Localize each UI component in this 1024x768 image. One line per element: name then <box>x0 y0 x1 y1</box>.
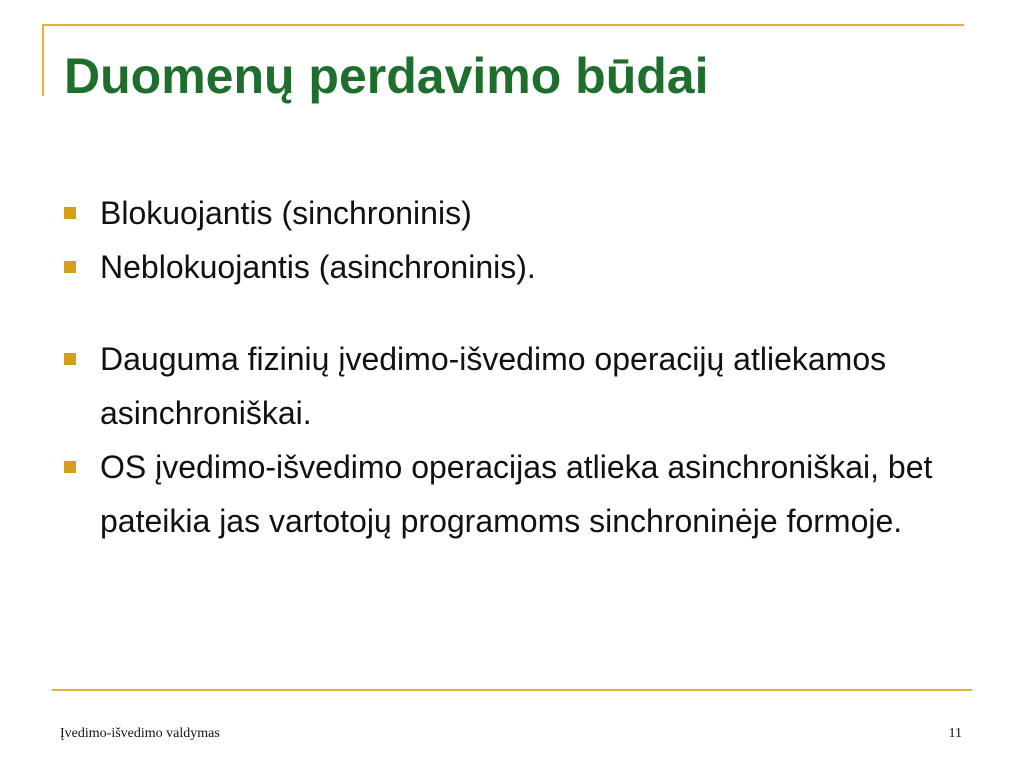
bullet-item <box>64 332 964 440</box>
bullet-text: Dauguma fizinių įvedimo-išvedimo operacijų atliekamos asinchroniškai. <box>100 341 887 431</box>
square-bullet-icon <box>64 261 76 273</box>
footer-divider <box>52 689 972 691</box>
square-bullet-icon <box>64 353 76 365</box>
bullet-text: Blokuojantis (sinchroninis) <box>100 195 472 231</box>
title-frame-top-line <box>42 24 964 26</box>
bullet-text: OS įvedimo-išvedimo operacijas atlieka asinchroniškai, bet pateikia jas vartotojų programoms sinchroninėje formoje. <box>100 449 933 539</box>
slide-title: Duomenų perdavimo būdai <box>64 48 709 104</box>
footer-title: Įvedimo-išvedimo valdymas <box>60 726 220 741</box>
title-frame-left-line <box>42 24 44 96</box>
bullet-item <box>64 186 964 240</box>
bullet-item <box>64 240 964 294</box>
bullet-list <box>64 186 964 548</box>
bullet-text: Neblokuojantis (asinchroninis). <box>100 249 536 285</box>
page-number: 11 <box>948 726 962 741</box>
square-bullet-icon <box>64 207 76 219</box>
bullet-item <box>64 440 964 548</box>
square-bullet-icon <box>64 461 76 473</box>
